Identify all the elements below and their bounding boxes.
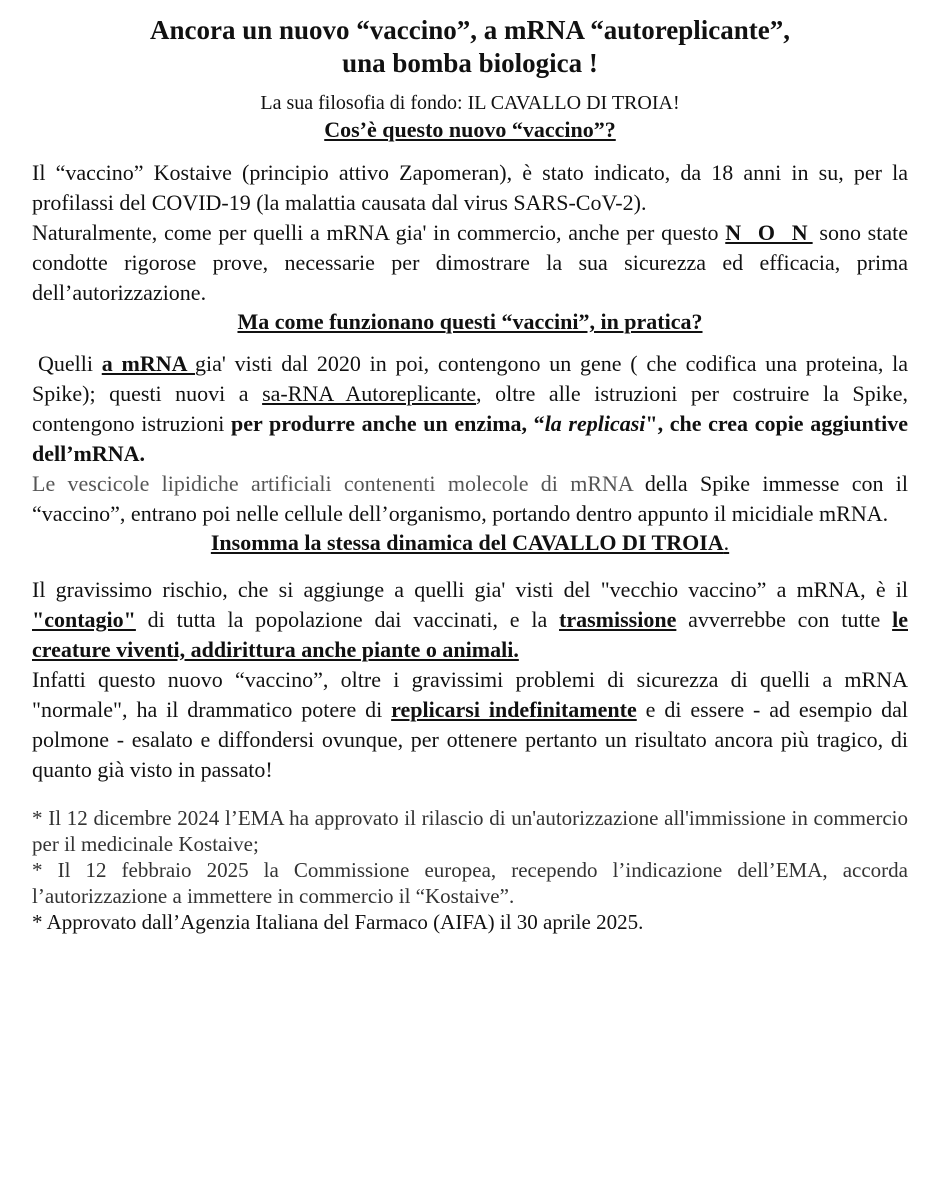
text-run: e di essere - ad esempio dal polmone - esalato e diffondersi ovunque, per ottenere pertanto un risultato ancora più tragico, di quanto già visto in passato! (32, 697, 909, 782)
emphasis-sa-rna: sa-RNA Autoreplicante (262, 381, 477, 406)
text-run: gia' visti dal 2020 in poi, contengono un gene ( che codifica una proteina, la Spike); questi nuovi a (32, 351, 908, 406)
text-run-grey: Le vescicole lipidiche artificiali contenenti molecole di mRNA (32, 471, 633, 496)
paragraph-contagion-risk (32, 575, 908, 665)
footnote-ema: * Il 12 dicembre 2024 l’EMA ha approvato il rilascio di un'autorizzazione all'immissione in commercio per il medicinale Kostaive; (32, 806, 908, 856)
paragraph-self-replication (32, 665, 908, 785)
text-run: Il gravissimo rischio, che si aggiunge a quelli gia' visti del "vecchio vaccino” a mRNA, è il (32, 577, 908, 602)
text-run: , oltre alle istruzioni per costruire la Spike, contengono istruzioni (32, 381, 908, 436)
emphasis-trasmissione: trasmissione (559, 607, 677, 632)
paragraph-lipid-vesicles (32, 469, 908, 529)
text-run: di tutta la popolazione dai vaccinati, e la (135, 607, 560, 632)
text-run: della Spike immesse con il “vaccino”, entrano poi nelle cellule dell’organismo, portando dentro appunto il micidiale mRNA. (32, 471, 908, 526)
text-run: Quelli (38, 351, 102, 376)
emphasis-replicarsi: replicarsi indefinitamente (391, 697, 637, 722)
section-heading-trojan-horse (32, 529, 908, 557)
text-run: Naturalmente, come per quelli a mRNA gia' in commercio, anche per questo (32, 220, 726, 245)
section-heading-how-it-works: Ma come funzionano questi “vaccini”, in pratica? (237, 309, 703, 334)
emphasis-contagio: "contagio" (32, 607, 136, 632)
emphasis-creature: le creature viventi, addirittura anche piante o animali. (32, 607, 908, 662)
footnote-aifa: * Approvato dall’Agenzia Italiana del Farmaco (AIFA) il 30 aprile 2025. (32, 910, 644, 934)
emphasis-enzyme: per produrre anche un enzima, “ (231, 411, 545, 436)
title-line-1: Ancora un nuovo “vaccino”, a mRNA “autoreplicante”, (149, 15, 790, 45)
text-run: Il “vaccino” Kostaive (principio attivo Zapomeran), è stato indicato, da 18 anni in su, per la profilassi del COVID-19 (la malattia causata dal virus SARS-CoV-2). (32, 160, 908, 215)
emphasis-replicasi: la replicasi (544, 411, 646, 436)
document-title (32, 14, 908, 80)
paragraph-mechanism (32, 349, 908, 469)
text-run: avverrebbe con tutte (676, 607, 893, 632)
paragraph-no-trials (32, 218, 908, 308)
paragraph-kostaive-intro (32, 158, 908, 218)
document-subtitle: La sua filosofia di fondo: IL CAVALLO DI TROIA! (260, 92, 680, 114)
footnotes (32, 805, 908, 935)
emphasis-a-mrna: a mRNA (101, 351, 196, 376)
heading-dot: . (723, 530, 730, 555)
heading-text: Insomma la stessa dinamica del CAVALLO DI TROIA (210, 530, 724, 555)
text-run: sono state condotte rigorose prove, necessarie per dimostrare la sua sicurezza ed efficacia, prima dell’autorizzazione. (32, 220, 908, 305)
emphasis-copies: ", che crea copie aggiuntive dell’mRNA. (32, 411, 908, 466)
title-line-2: una bomba biologica ! (342, 48, 598, 78)
emphasis-non: N O N (725, 220, 813, 245)
footnote-commission: * Il 12 febbraio 2025 la Commissione europea, recependo l’indicazione dell’EMA, accorda l’autorizzazione a immettere in commercio il “Kostaive”. (32, 858, 908, 908)
section-heading-what-is: Cos’è questo nuovo “vaccino”? (324, 117, 616, 142)
text-run: Infatti questo nuovo “vaccino”, oltre i gravissimi problemi di sicurezza di quelli a mRNA "normale", ha il drammatico potere di (32, 667, 908, 722)
